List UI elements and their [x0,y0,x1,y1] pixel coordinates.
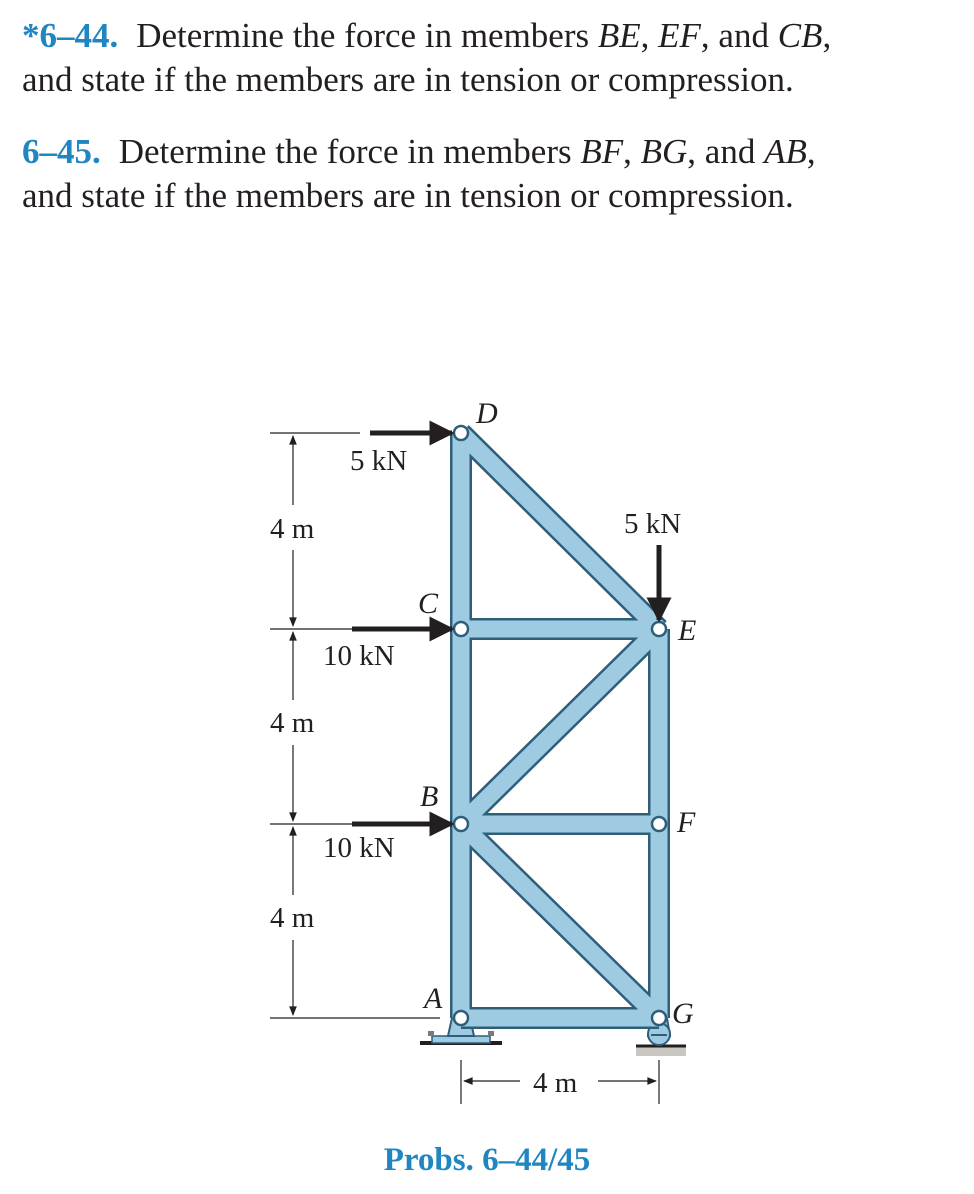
joint-f [652,817,666,831]
joint-g [652,1011,666,1025]
joint-d [454,426,468,440]
problem-text: Determine the force in members [118,132,581,171]
joint-label-c: C [418,587,439,620]
joint-e [652,622,666,636]
member-eb [461,629,659,824]
joint-label-e: E [678,614,697,647]
load-label-mid: 10 kN [323,640,395,672]
member-name: EF [658,16,701,55]
load-label-low: 10 kN [323,832,395,864]
separator: , and [687,132,765,171]
joint-b [454,817,468,831]
separator: , [640,16,659,55]
problem-text: and state if the members are in tension or compression. [22,176,794,215]
member-name: AB [764,132,807,171]
problem-text: and state if the members are in tension or compression. [22,60,794,99]
dim-label-width: 4 m [533,1067,578,1099]
member-name: CB [777,16,823,55]
joint-label-d: D [476,397,498,430]
problem-number: 6–45. [22,132,101,171]
load-label-right: 5 kN [624,508,682,540]
separator: , [806,132,816,171]
separator: , and [700,16,778,55]
load-label-top: 5 kN [350,445,408,477]
joint-label-a: A [424,982,443,1015]
joint-label-g: G [672,997,694,1030]
member-name: BE [597,16,641,55]
joint-label-b: B [420,780,439,813]
member-bg [461,824,659,1018]
dim-label-seg1: 4 m [270,513,315,545]
problem-number: *6–44. [22,16,119,55]
separator: , [822,16,832,55]
figure-caption: Probs. 6–44/45 [383,1142,591,1178]
dim-label-seg3: 4 m [270,902,315,934]
joint-a [454,1011,468,1025]
dim-label-seg2: 4 m [270,707,315,739]
separator: , [623,132,641,171]
member-name: BG [640,132,688,171]
problem-text: Determine the force in members [136,16,598,55]
joint-label-f: F [677,806,696,839]
joint-c [454,622,468,636]
member-name: BF [580,132,624,171]
